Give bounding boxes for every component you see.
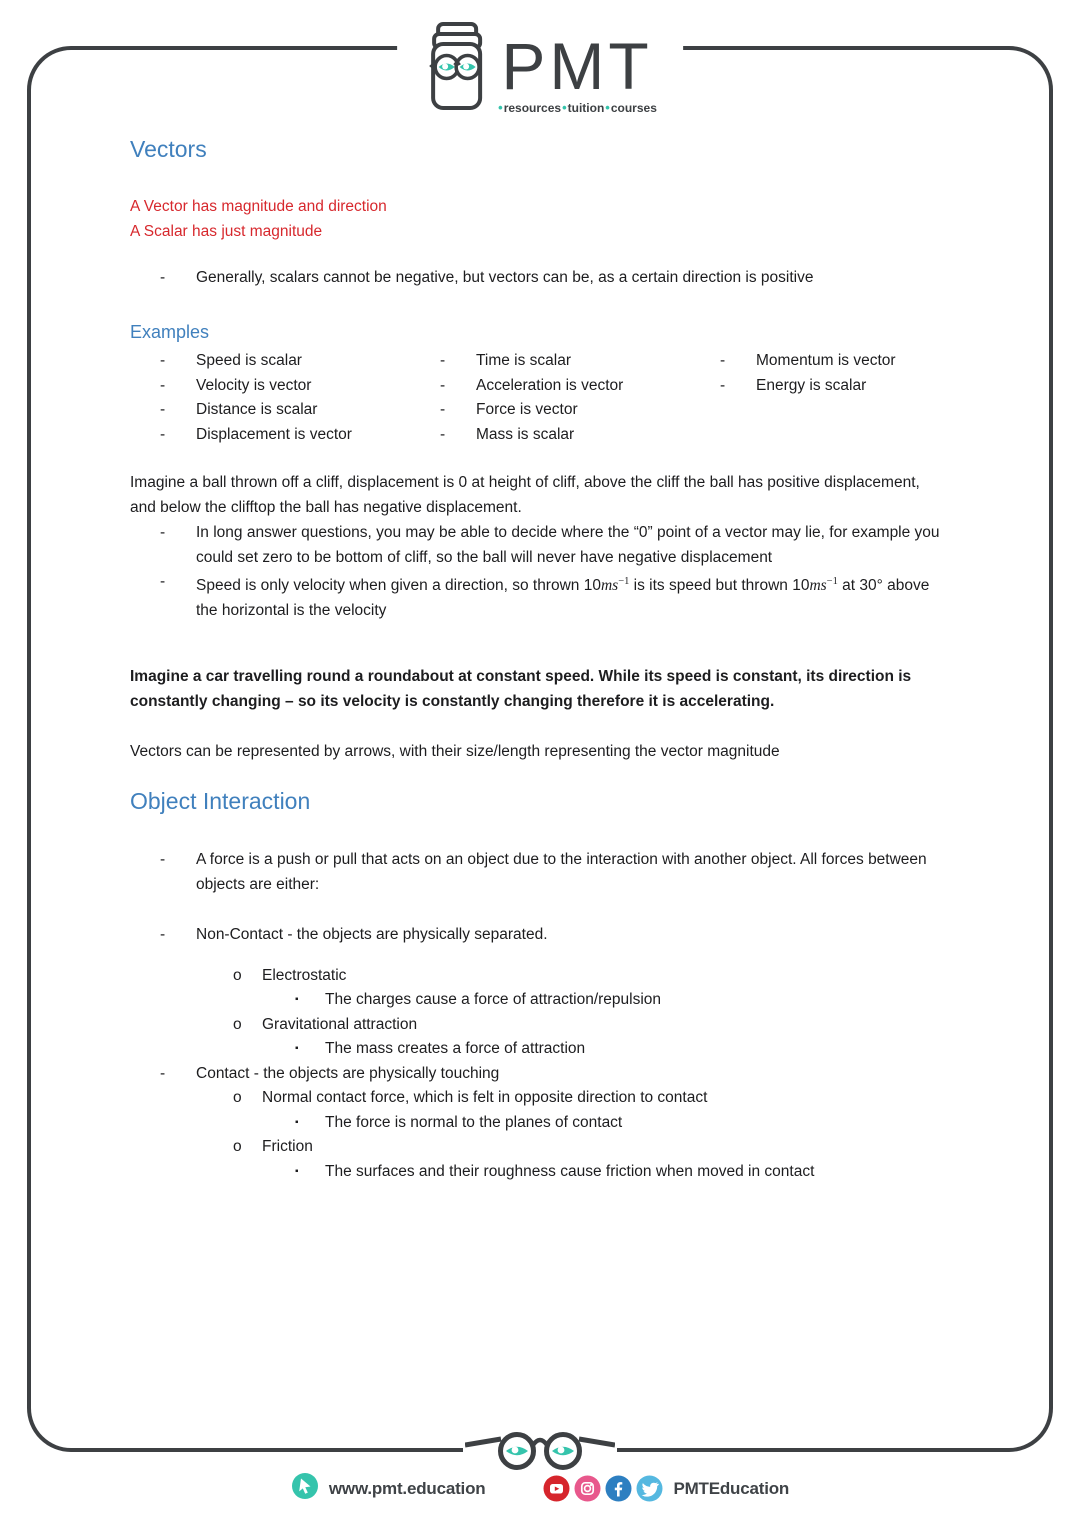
object-interaction-list [130,848,958,1184]
dash-bullet: - [440,401,446,419]
tagline-tuition: tuition [567,101,605,115]
circle-bullet: o [233,966,242,984]
example-item: Distance is scalar [196,401,318,419]
dash-bullet: - [160,269,166,286]
tagline-dot: • [605,100,610,115]
dash-bullet: - [160,401,166,419]
general-note-text: Generally, scalars cannot be negative, but vectors can be, as a certain direction is positive [196,269,814,286]
youtube-icon[interactable] [543,1475,570,1502]
example-item: Energy is scalar [756,376,867,394]
friction-detail: The surfaces and their roughness cause friction when moved in contact [325,1162,815,1180]
square-bullet: ▪ [295,1165,299,1177]
non-contact-item-gravitational: Gravitational attraction [262,1015,418,1033]
pmt-logo [397,20,683,120]
tagline-dot: • [562,100,567,115]
footer-social-handle[interactable]: PMTEducation [673,1478,790,1498]
circle-bullet: o [233,1015,242,1033]
arrows-paragraph: Vectors can be represented by arrows, with their size/length representing the vector magnitude [130,743,780,760]
example-item: Velocity is vector [196,376,312,394]
tagline-dot: • [498,100,503,115]
non-contact-item-electrostatic: Electrostatic [262,966,347,984]
dash-bullet: - [440,425,446,443]
circle-bullet: o [233,1089,242,1106]
contact-item-friction: Friction [262,1138,313,1155]
instagram-icon[interactable] [574,1475,601,1502]
facebook-icon[interactable] [605,1475,632,1502]
subsection-title-examples: Examples [130,322,210,342]
dash-bullet: - [160,376,166,394]
dash-bullet: - [160,926,166,943]
section-title-object-interaction: Object Interaction [130,788,311,814]
logo-text [497,20,657,115]
vector-definition [130,195,970,244]
contact-label: Contact - the objects are physically touching [196,1064,500,1082]
dash-bullet: - [720,352,726,369]
gravitational-detail: The mass creates a force of attraction [325,1040,586,1057]
circle-bullet: o [233,1138,242,1155]
cliff-paragraph: Imagine a ball thrown off a cliff, displacement is 0 at height of cliff, above the cliff the ball has positive displacement, and below the clifftop the ball has negative displacement. [130,474,920,516]
example-item: Acceleration is vector [476,376,624,394]
cliff-bullet-zero-point: In long answer questions, you may be able to decide where the “0” point of a vector may lie, for example you could set zero to be bottom of cliff, so the ball will never have negative displacement [196,524,940,566]
non-contact-label: Non-Contact - the objects are physically separated. [196,926,548,943]
car-roundabout-paragraph: Imagine a car travelling round a roundabout at constant speed. While its speed is constant, its direction is constantly changing – so its velocity is constantly changing therefore it is accelerating. [130,668,912,710]
examples-column-3 [690,349,980,398]
dash-bullet: - [720,376,726,394]
square-bullet: ▪ [295,1116,299,1128]
general-note [130,266,960,291]
square-bullet: ▪ [295,994,299,1005]
normal-force-detail: The force is normal to the planes of contact [325,1113,623,1131]
example-item: Displacement is vector [196,425,352,443]
dash-bullet: - [440,376,446,394]
dash-bullet: - [160,524,166,541]
dash-bullet: - [160,1064,166,1082]
example-item: Mass is scalar [476,425,575,443]
glasses-icon [463,1424,617,1476]
cursor-icon [291,1472,319,1505]
book-glasses-icon [423,20,489,120]
examples-column-2 [410,349,700,447]
footer-website-link[interactable]: www.pmt.education [328,1478,486,1498]
example-item: Momentum is vector [756,352,896,369]
examples-column-1 [130,349,420,447]
force-definition: A force is a push or pull that acts on an object due to the interaction with another object. All forces between objects are either: [196,851,927,893]
electrostatic-detail: The charges cause a force of attraction/repulsion [325,991,662,1008]
tagline-courses: courses [610,101,657,115]
dash-bullet: - [440,352,446,369]
footer [0,1472,1080,1505]
section-title-vectors: Vectors [130,136,207,162]
twitter-icon[interactable] [636,1475,663,1502]
brand-name: PMT [501,29,653,103]
dash-bullet: - [160,352,166,369]
logo-tagline [497,100,657,115]
dash-bullet: - [160,425,166,443]
cliff-bullet-speed-velocity: Speed is only velocity when given a direction, so thrown $10ms^{-1}$ is its speed but thrown $10ms^{-1}$ at 30° above the horizontal is the velocity [196,576,930,619]
dash-bullet: - [160,573,166,590]
scalar-definition-line2: A Scalar has just magnitude [130,222,323,240]
tagline-resources: resources [503,101,562,115]
example-item: Speed is scalar [196,352,302,369]
vector-definition-line1: A Vector has magnitude and direction [130,198,387,215]
dash-bullet: - [160,851,166,868]
example-item: Time is scalar [476,352,572,369]
cliff-bullets [130,521,955,623]
example-item: Force is vector [476,401,578,419]
contact-item-normal-force: Normal contact force, which is felt in opposite direction to contact [262,1089,708,1106]
square-bullet: ▪ [295,1043,299,1054]
